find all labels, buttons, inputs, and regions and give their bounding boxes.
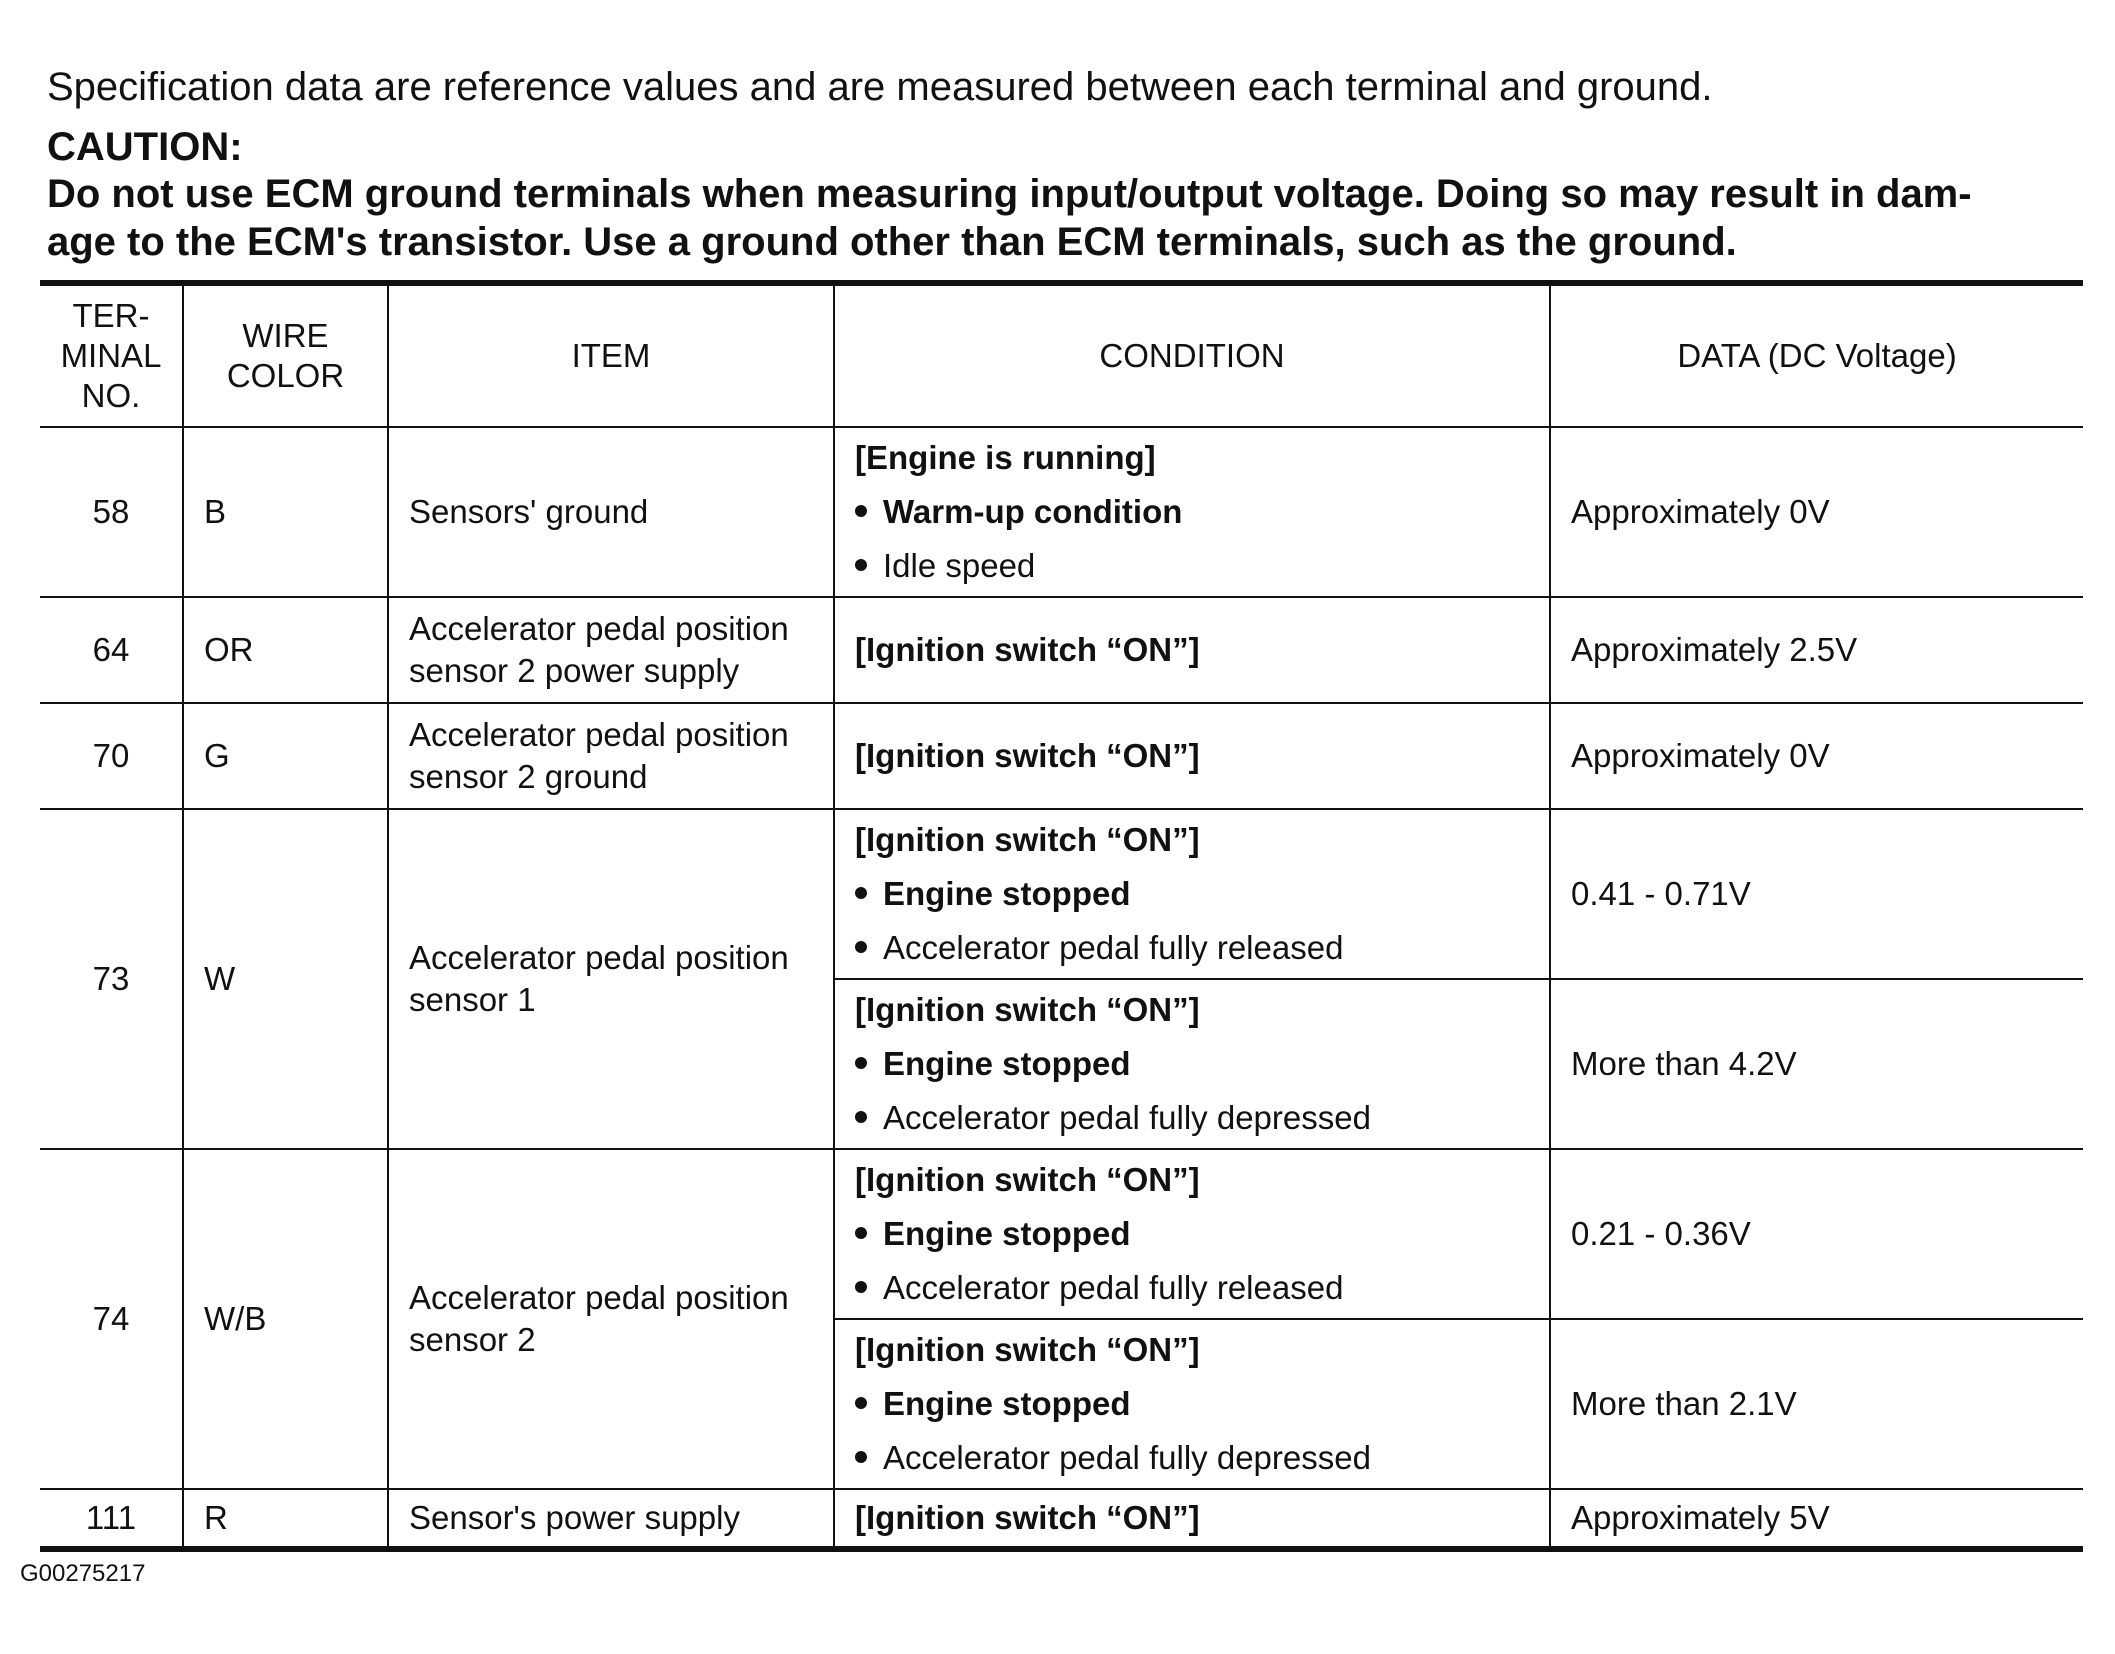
data-cell: Approximately 0V <box>1550 427 2083 597</box>
terminal-cell: 111 <box>40 1489 183 1549</box>
condition-cell: [Engine is running] Warm-up condition Idle speed <box>834 427 1550 597</box>
table-row <box>40 809 2083 979</box>
condition-cell: [Ignition switch “ON”] Engine stopped Accelerator pedal fully depressed <box>834 979 1550 1149</box>
header-item: ITEM <box>388 283 834 427</box>
header-data: DATA (DC Voltage) <box>1550 283 2083 427</box>
terminal-cell: 70 <box>40 703 183 809</box>
item-cell: Accelerator pedal position sensor 2 power supply <box>388 597 834 703</box>
header-terminal-no: TER- MINAL NO. <box>40 283 183 427</box>
caution-line-2: age to the ECM's transistor. Use a ground other than ECM terminals, such as the ground. <box>47 220 1737 264</box>
header-wire-color: WIRE COLOR <box>183 283 388 427</box>
table-header-row <box>40 283 2083 427</box>
table-row <box>40 597 2083 703</box>
bullet-icon <box>855 1057 867 1069</box>
figure-id: G00275217 <box>20 1560 146 1587</box>
intro-text: Specification data are reference values and are measured between each terminal and ground. <box>47 65 1713 109</box>
condition-cell: [Ignition switch “ON”] Engine stopped Accelerator pedal fully released <box>834 809 1550 979</box>
wire-color-cell: W/B <box>183 1149 388 1489</box>
table-row <box>40 427 2083 597</box>
data-cell: More than 4.2V <box>1550 979 2083 1149</box>
item-cell: Sensors' ground <box>388 427 834 597</box>
condition-cell: [Ignition switch “ON”] Engine stopped Accelerator pedal fully released <box>834 1149 1550 1319</box>
data-cell: 0.21 - 0.36V <box>1550 1149 2083 1319</box>
table-row <box>40 1489 2083 1549</box>
terminal-cell: 73 <box>40 809 183 1149</box>
bullet-icon <box>855 559 867 571</box>
caution-title: CAUTION: <box>47 125 243 169</box>
bullet-icon <box>855 887 867 899</box>
header-condition: CONDITION <box>834 283 1550 427</box>
bullet-icon <box>855 1397 867 1409</box>
bullet-icon <box>855 1227 867 1239</box>
bullet-icon <box>855 941 867 953</box>
terminal-spec-table <box>40 280 2083 1552</box>
wire-color-cell: R <box>183 1489 388 1549</box>
caution-text <box>47 170 2077 266</box>
data-cell: Approximately 0V <box>1550 703 2083 809</box>
terminal-cell: 64 <box>40 597 183 703</box>
item-cell: Sensor's power supply <box>388 1489 834 1549</box>
bullet-icon <box>855 1451 867 1463</box>
condition-cell: [Ignition switch “ON”] <box>834 703 1550 809</box>
wire-color-cell: W <box>183 809 388 1149</box>
data-cell: Approximately 2.5V <box>1550 597 2083 703</box>
data-cell: More than 2.1V <box>1550 1319 2083 1489</box>
condition-cell: [Ignition switch “ON”] Engine stopped Accelerator pedal fully depressed <box>834 1319 1550 1489</box>
table-row <box>40 703 2083 809</box>
caution-line-1: Do not use ECM ground terminals when measuring input/output voltage. Doing so may result in dam- <box>47 172 1972 216</box>
condition-cell: [Ignition switch “ON”] <box>834 1489 1550 1549</box>
condition-cell: [Ignition switch “ON”] <box>834 597 1550 703</box>
wire-color-cell: OR <box>183 597 388 703</box>
item-cell: Accelerator pedal position sensor 2 ground <box>388 703 834 809</box>
bullet-icon <box>855 1111 867 1123</box>
item-cell: Accelerator pedal position sensor 2 <box>388 1149 834 1489</box>
terminal-cell: 58 <box>40 427 183 597</box>
data-cell: Approximately 5V <box>1550 1489 2083 1549</box>
data-cell: 0.41 - 0.71V <box>1550 809 2083 979</box>
item-cell: Accelerator pedal position sensor 1 <box>388 809 834 1149</box>
bullet-icon <box>855 1281 867 1293</box>
terminal-cell: 74 <box>40 1149 183 1489</box>
bullet-icon <box>855 505 867 517</box>
table-row <box>40 1149 2083 1319</box>
wire-color-cell: B <box>183 427 388 597</box>
wire-color-cell: G <box>183 703 388 809</box>
